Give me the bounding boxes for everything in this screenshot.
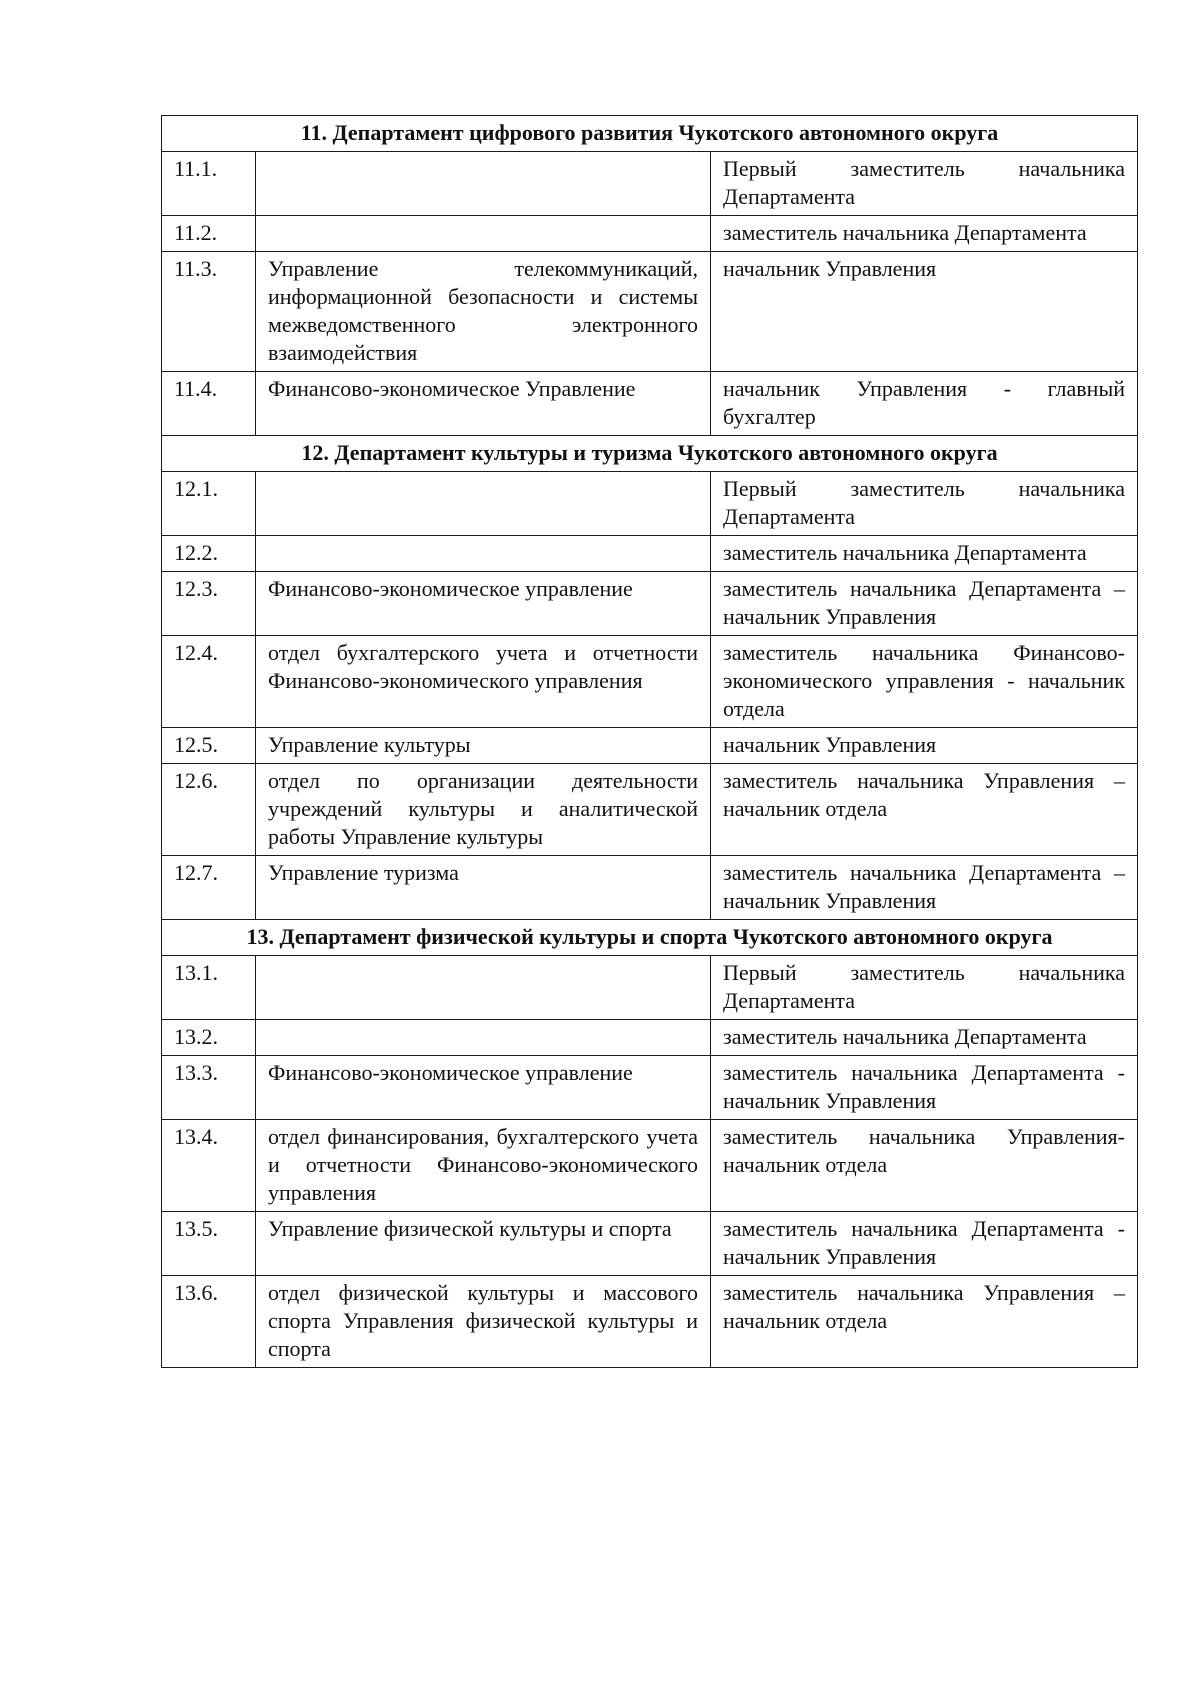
table-row (162, 1020, 1138, 1056)
unit-name: отдел физической культуры и массового спорта Управления физической культуры и спорта (256, 1276, 711, 1368)
position-title: начальник Управления - главный бухгалтер (711, 372, 1138, 436)
position-title: заместитель начальника Управления-начальник отдела (711, 1120, 1138, 1212)
table-row (162, 1212, 1138, 1276)
table-row (162, 1120, 1138, 1212)
row-number: 12.6. (162, 764, 256, 856)
row-number: 13.5. (162, 1212, 256, 1276)
unit-name: отдел финансирования, бухгалтерского учета и отчетности Финансово-экономического управления (256, 1120, 711, 1212)
position-title: заместитель начальника Департамента – начальник Управления (711, 572, 1138, 636)
unit-name: Управление культуры (256, 728, 711, 764)
unit-name (256, 216, 711, 252)
unit-name: отдел бухгалтерского учета и отчетности Финансово-экономического управления (256, 636, 711, 728)
table-row (162, 956, 1138, 1020)
table-row (162, 572, 1138, 636)
position-title: Первый заместитель начальника Департамента (711, 956, 1138, 1020)
row-number: 12.2. (162, 536, 256, 572)
table-row (162, 216, 1138, 252)
position-title: заместитель начальника Управления – начальник отдела (711, 1276, 1138, 1368)
unit-name: отдел по организации деятельности учреждений культуры и аналитической работы Управление культуры (256, 764, 711, 856)
row-number: 11.3. (162, 252, 256, 372)
position-title: начальник Управления (711, 728, 1138, 764)
section-title: 12. Департамент культуры и туризма Чукотского автономного округа (162, 436, 1138, 472)
row-number: 13.2. (162, 1020, 256, 1056)
section-title: 13. Департамент физической культуры и спорта Чукотского автономного округа (162, 920, 1138, 956)
positions-table-body (162, 116, 1138, 1368)
table-row (162, 856, 1138, 920)
positions-table (161, 115, 1138, 1368)
position-title: Первый заместитель начальника Департамента (711, 152, 1138, 216)
unit-name: Финансово-экономическое управление (256, 1056, 711, 1120)
table-row (162, 372, 1138, 436)
row-number: 11.2. (162, 216, 256, 252)
table-row (162, 728, 1138, 764)
unit-name (256, 956, 711, 1020)
row-number: 11.1. (162, 152, 256, 216)
section-header-row (162, 920, 1138, 956)
table-row (162, 1056, 1138, 1120)
unit-name (256, 152, 711, 216)
unit-name: Управление физической культуры и спорта (256, 1212, 711, 1276)
row-number: 12.5. (162, 728, 256, 764)
table-row (162, 252, 1138, 372)
position-title: заместитель начальника Департамента (711, 216, 1138, 252)
table-row (162, 1276, 1138, 1368)
position-title: заместитель начальника Департамента - начальник Управления (711, 1056, 1138, 1120)
table-row (162, 764, 1138, 856)
table-row (162, 536, 1138, 572)
unit-name: Финансово-экономическое Управление (256, 372, 711, 436)
row-number: 13.1. (162, 956, 256, 1020)
unit-name: Управление телекоммуникаций, информационной безопасности и системы межведомственного электронного взаимодействия (256, 252, 711, 372)
position-title: заместитель начальника Департамента (711, 1020, 1138, 1056)
position-title: заместитель начальника Департамента – начальник Управления (711, 856, 1138, 920)
table-row (162, 152, 1138, 216)
position-title: заместитель начальника Департамента - начальник Управления (711, 1212, 1138, 1276)
row-number: 13.6. (162, 1276, 256, 1368)
section-header-row (162, 436, 1138, 472)
unit-name (256, 472, 711, 536)
position-title: заместитель начальника Финансово-экономического управления - начальник отдела (711, 636, 1138, 728)
section-title: 11. Департамент цифрового развития Чукотского автономного округа (162, 116, 1138, 152)
document-page (161, 115, 1137, 1368)
row-number: 11.4. (162, 372, 256, 436)
row-number: 12.1. (162, 472, 256, 536)
row-number: 12.7. (162, 856, 256, 920)
row-number: 12.3. (162, 572, 256, 636)
row-number: 13.4. (162, 1120, 256, 1212)
unit-name: Управление туризма (256, 856, 711, 920)
position-title: заместитель начальника Управления – начальник отдела (711, 764, 1138, 856)
position-title: начальник Управления (711, 252, 1138, 372)
position-title: Первый заместитель начальника Департамента (711, 472, 1138, 536)
table-row (162, 636, 1138, 728)
table-row (162, 472, 1138, 536)
unit-name (256, 1020, 711, 1056)
unit-name: Финансово-экономическое управление (256, 572, 711, 636)
row-number: 12.4. (162, 636, 256, 728)
unit-name (256, 536, 711, 572)
position-title: заместитель начальника Департамента (711, 536, 1138, 572)
section-header-row (162, 116, 1138, 152)
row-number: 13.3. (162, 1056, 256, 1120)
